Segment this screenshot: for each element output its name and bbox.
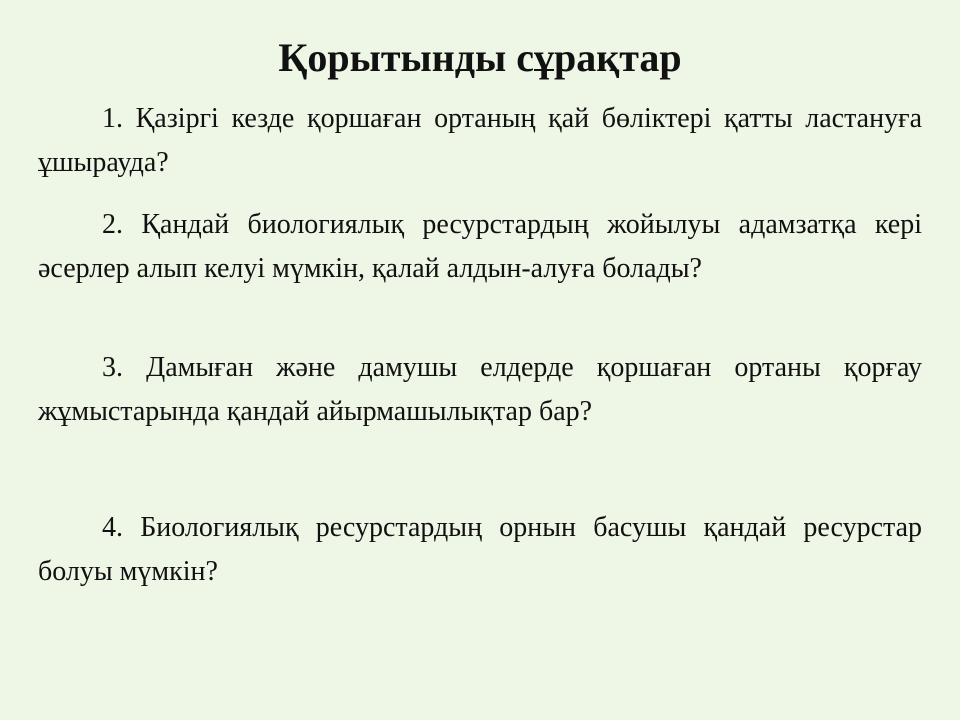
question-1: 1. Қазіргі кезде қоршаған ортаның қай бөліктері қатты ластануға ұшырауда? — [38, 103, 922, 178]
question-2: 2. Қандай биологиялық ресурстардың жойылуы адамзатқа кері әсерлер алып келуі мүмкін, қалай алдын-алуға болады? — [38, 209, 922, 284]
question-4: 4. Биологиялық ресурстардың орнын басушы қандай ресурстар болуы мүмкін? — [38, 512, 922, 587]
slide-title: Қорытынды сұрақтар — [278, 35, 682, 80]
question-3: 3. Дамыған және дамушы елдерде қоршаған ортаны қорғау жұмыстарында қандай айырмашылықтар бар? — [38, 352, 922, 427]
